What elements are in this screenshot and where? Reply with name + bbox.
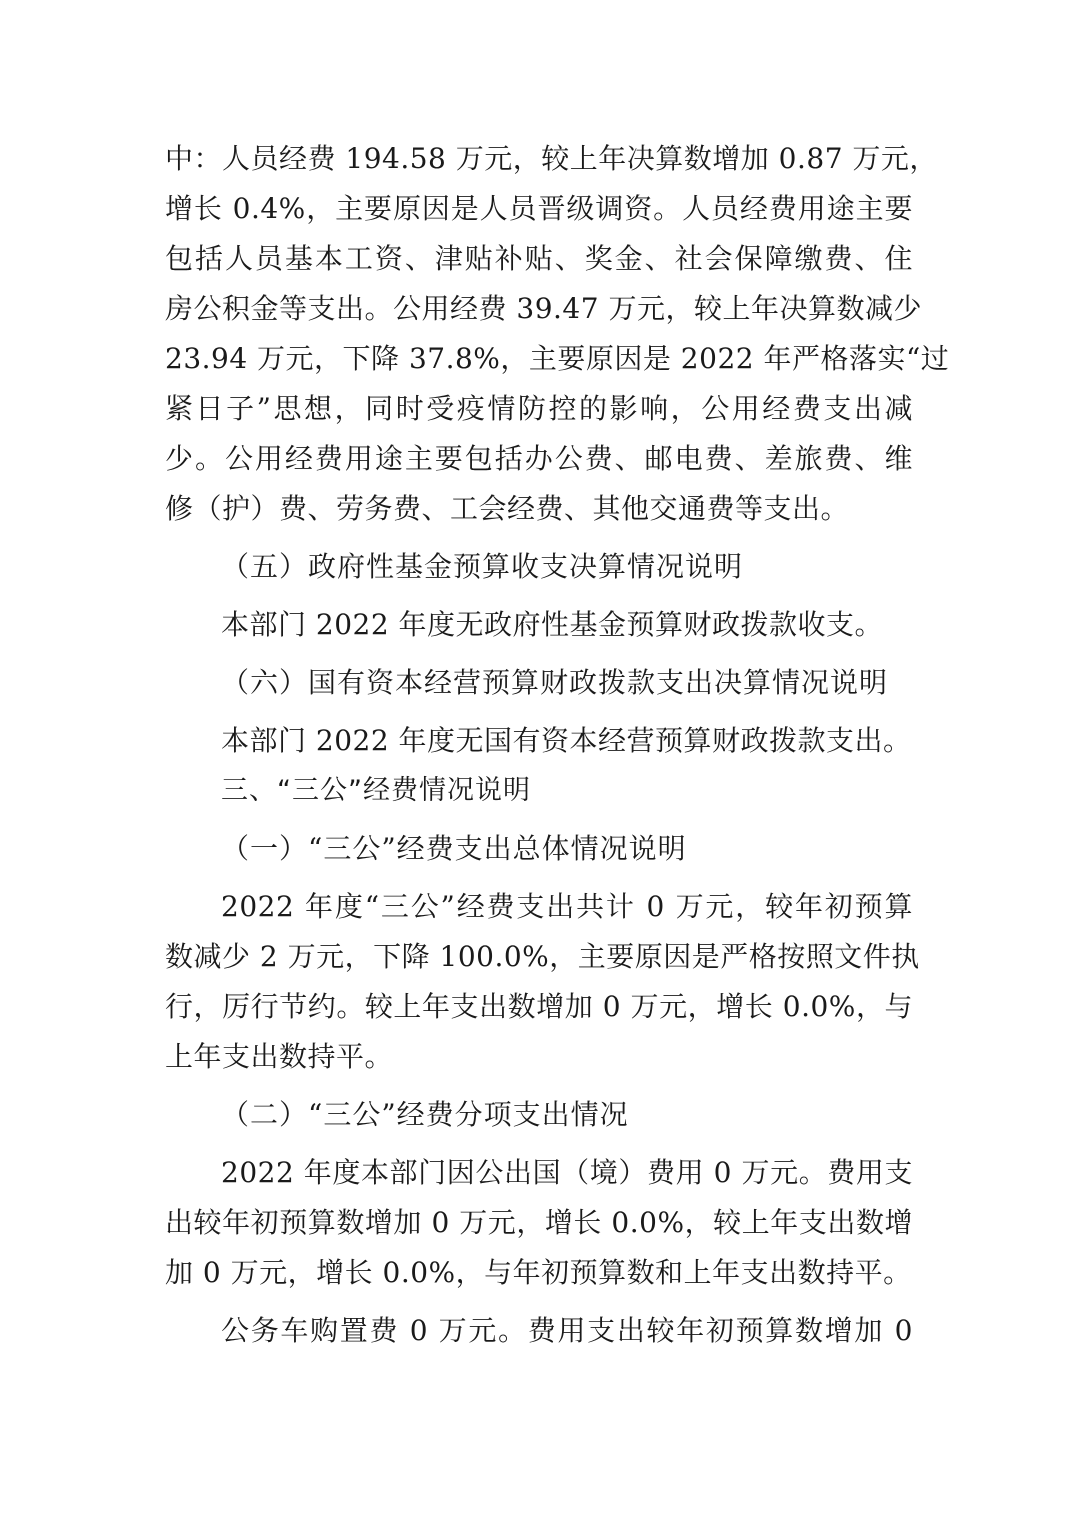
text-line: 紧日子”思想，同时受疫情防控的影响，公用经费支出减	[165, 392, 913, 425]
text-line: 修（护）费、劳务费、工会经费、其他交通费等支出。	[165, 492, 850, 525]
section-heading-5: （五）政府性基金预算收支决算情况说明	[221, 550, 744, 583]
paragraph-government-fund: 本部门 2022 年度无政府性基金预算财政拨款收支。	[221, 608, 884, 641]
text-line: 数减少 2 万元，下降 100.0%，主要原因是严格按照文件执	[165, 940, 920, 973]
text-line: 增长 0.4%，主要原因是人员晋级调资。人员经费用途主要	[165, 192, 913, 225]
section-heading-3-2: （二）“三公”经费分项支出情况	[221, 1098, 629, 1131]
text-line: 房公积金等支出。公用经费 39.47 万元，较上年决算数减少	[165, 292, 922, 325]
text-line: 上年支出数持平。	[165, 1040, 394, 1073]
text-line: 中：人员经费 194.58 万元，较上年决算数增加 0.87 万元，	[165, 142, 938, 175]
document-body	[165, 134, 950, 1356]
paragraph-personnel-public-expenses	[165, 134, 950, 534]
text-line: 行，厉行节约。较上年支出数增加 0 万元，增长 0.0%，与	[165, 990, 913, 1023]
paragraph-vehicle-purchase: 公务车购置费 0 万元。费用支出较年初预算数增加 0	[221, 1314, 913, 1347]
text-line: 23.94 万元，下降 37.8%，主要原因是 2022 年严格落实“过	[165, 342, 950, 375]
text-line: 加 0 万元，增长 0.0%，与年初预算数和上年支出数持平。	[165, 1256, 912, 1289]
paragraph-state-capital: 本部门 2022 年度无国有资本经营预算财政拨款支出。	[221, 724, 912, 757]
section-heading-3-1: （一）“三公”经费支出总体情况说明	[221, 832, 687, 865]
text-line: 2022 年度本部门因公出国（境）费用 0 万元。费用支	[221, 1156, 913, 1189]
text-line: 出较年初预算数增加 0 万元，增长 0.0%，较上年支出数增	[165, 1206, 913, 1239]
text-line: 2022 年度“三公”经费支出共计 0 万元，较年初预算	[221, 890, 913, 923]
text-line: 包括人员基本工资、津贴补贴、奖金、社会保障缴费、住	[165, 242, 913, 275]
paragraph-three-public-overall	[165, 882, 920, 1082]
paragraph-overseas-travel	[165, 1148, 913, 1298]
text-line: 少。公用经费用途主要包括办公费、邮电费、差旅费、维	[165, 442, 913, 475]
chapter-heading-three-public: 三、“三公”经费情况说明	[221, 775, 531, 806]
section-heading-6: （六）国有资本经营预算财政拨款支出决算情况说明	[221, 666, 889, 699]
